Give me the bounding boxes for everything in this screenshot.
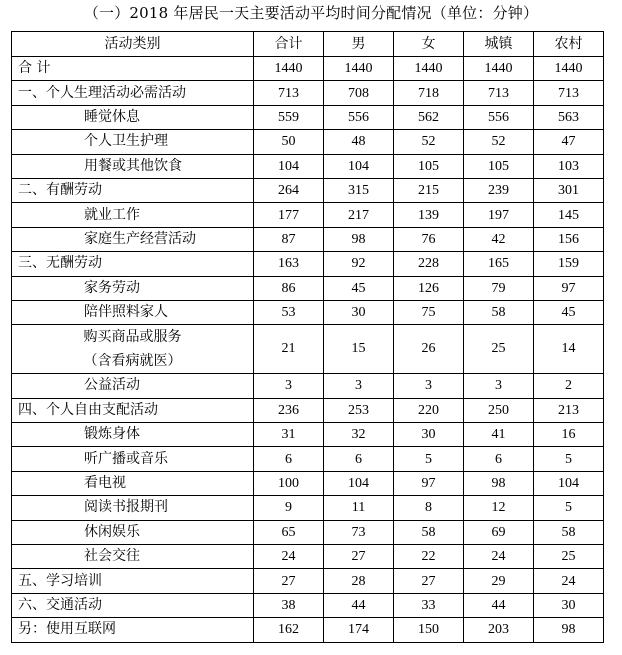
cell-male: 556 — [324, 105, 394, 129]
cell-rural: 563 — [534, 105, 604, 129]
table-row — [12, 520, 604, 544]
cell-male: 253 — [324, 398, 394, 422]
cell-rural: 16 — [534, 423, 604, 447]
table-row — [12, 423, 604, 447]
cell-female: 1440 — [394, 57, 464, 81]
cell-female: 58 — [394, 520, 464, 544]
header-activity-category: 活动类别 — [12, 32, 254, 57]
cell-male: 217 — [324, 203, 394, 227]
cell-urban: 52 — [464, 130, 534, 154]
cell-male: 48 — [324, 130, 394, 154]
row-label: 六、交通活动 — [12, 593, 254, 617]
table-row — [12, 154, 604, 178]
cell-male: 3 — [324, 374, 394, 398]
cell-female: 5 — [394, 447, 464, 471]
cell-female: 562 — [394, 105, 464, 129]
cell-rural: 2 — [534, 374, 604, 398]
cell-male: 27 — [324, 545, 394, 569]
cell-male: 98 — [324, 227, 394, 251]
cell-total: 31 — [254, 423, 324, 447]
cell-urban: 250 — [464, 398, 534, 422]
cell-total: 713 — [254, 81, 324, 105]
row-label: 一、个人生理活动必需活动 — [12, 81, 254, 105]
cell-male: 30 — [324, 300, 394, 324]
cell-total: 27 — [254, 569, 324, 593]
table-row — [12, 447, 604, 471]
header-total: 合计 — [254, 32, 324, 57]
cell-male: 174 — [324, 618, 394, 642]
table-row — [12, 227, 604, 251]
table-row — [12, 569, 604, 593]
cell-total: 1440 — [254, 57, 324, 81]
table-row — [12, 471, 604, 495]
cell-urban: 105 — [464, 154, 534, 178]
cell-female: 76 — [394, 227, 464, 251]
row-label: 合 计 — [12, 57, 254, 81]
table-row — [12, 81, 604, 105]
cell-urban: 197 — [464, 203, 534, 227]
cell-female: 8 — [394, 496, 464, 520]
activity-time-table — [11, 31, 604, 643]
cell-male: 708 — [324, 81, 394, 105]
cell-female: 220 — [394, 398, 464, 422]
cell-rural: 24 — [534, 569, 604, 593]
cell-male: 104 — [324, 154, 394, 178]
cell-total: 38 — [254, 593, 324, 617]
row-label: 公益活动 — [12, 374, 254, 398]
cell-female: 126 — [394, 276, 464, 300]
cell-female: 97 — [394, 471, 464, 495]
cell-female: 139 — [394, 203, 464, 227]
cell-female: 215 — [394, 178, 464, 202]
cell-female: 52 — [394, 130, 464, 154]
cell-total: 65 — [254, 520, 324, 544]
cell-female: 228 — [394, 252, 464, 276]
table-row — [12, 545, 604, 569]
table-row — [12, 618, 604, 642]
header-row — [12, 32, 604, 57]
cell-male: 45 — [324, 276, 394, 300]
table-row — [12, 178, 604, 202]
cell-male: 73 — [324, 520, 394, 544]
cell-urban: 98 — [464, 471, 534, 495]
cell-female: 22 — [394, 545, 464, 569]
cell-rural: 103 — [534, 154, 604, 178]
cell-urban: 69 — [464, 520, 534, 544]
cell-rural: 156 — [534, 227, 604, 251]
cell-urban: 203 — [464, 618, 534, 642]
cell-rural: 713 — [534, 81, 604, 105]
cell-male: 32 — [324, 423, 394, 447]
table-row — [12, 325, 604, 374]
cell-urban: 12 — [464, 496, 534, 520]
cell-rural: 301 — [534, 178, 604, 202]
row-label: 阅读书报期刊 — [12, 496, 254, 520]
table-row — [12, 398, 604, 422]
table-row — [12, 496, 604, 520]
cell-total: 3 — [254, 374, 324, 398]
row-label: 锻炼身体 — [12, 423, 254, 447]
row-label: 睡觉休息 — [12, 105, 254, 129]
cell-total: 86 — [254, 276, 324, 300]
cell-rural: 5 — [534, 496, 604, 520]
header-female: 女 — [394, 32, 464, 57]
cell-total: 53 — [254, 300, 324, 324]
cell-rural: 14 — [534, 325, 604, 374]
row-label: 就业工作 — [12, 203, 254, 227]
table-row — [12, 57, 604, 81]
cell-total: 264 — [254, 178, 324, 202]
cell-urban: 79 — [464, 276, 534, 300]
cell-total: 9 — [254, 496, 324, 520]
cell-male: 104 — [324, 471, 394, 495]
row-label: 二、有酬劳动 — [12, 178, 254, 202]
row-label: 四、个人自由支配活动 — [12, 398, 254, 422]
cell-urban: 25 — [464, 325, 534, 374]
cell-female: 27 — [394, 569, 464, 593]
cell-urban: 713 — [464, 81, 534, 105]
cell-male: 1440 — [324, 57, 394, 81]
cell-urban: 1440 — [464, 57, 534, 81]
row-label-line1: 购买商品或服务 — [83, 329, 182, 346]
cell-total: 6 — [254, 447, 324, 471]
cell-rural: 47 — [534, 130, 604, 154]
cell-rural: 30 — [534, 593, 604, 617]
cell-female: 75 — [394, 300, 464, 324]
row-label: 陪伴照料家人 — [12, 300, 254, 324]
cell-female: 30 — [394, 423, 464, 447]
cell-rural: 104 — [534, 471, 604, 495]
header-male: 男 — [324, 32, 394, 57]
row-label: 听广播或音乐 — [12, 447, 254, 471]
cell-urban: 29 — [464, 569, 534, 593]
row-label: 休闲娱乐 — [12, 520, 254, 544]
cell-urban: 44 — [464, 593, 534, 617]
cell-total: 100 — [254, 471, 324, 495]
cell-male: 15 — [324, 325, 394, 374]
cell-total: 104 — [254, 154, 324, 178]
table-row — [12, 276, 604, 300]
cell-female: 3 — [394, 374, 464, 398]
cell-total: 87 — [254, 227, 324, 251]
table-title: （一）2018 年居民一天主要活动平均时间分配情况（单位：分钟） — [83, 4, 539, 22]
cell-rural: 213 — [534, 398, 604, 422]
cell-total: 177 — [254, 203, 324, 227]
cell-total: 163 — [254, 252, 324, 276]
cell-urban: 3 — [464, 374, 534, 398]
cell-total: 50 — [254, 130, 324, 154]
row-label: 用餐或其他饮食 — [12, 154, 254, 178]
cell-female: 26 — [394, 325, 464, 374]
cell-male: 6 — [324, 447, 394, 471]
cell-rural: 5 — [534, 447, 604, 471]
cell-female: 33 — [394, 593, 464, 617]
cell-urban: 42 — [464, 227, 534, 251]
cell-total: 559 — [254, 105, 324, 129]
row-label: 另：使用互联网 — [12, 618, 254, 642]
cell-rural: 98 — [534, 618, 604, 642]
cell-urban: 239 — [464, 178, 534, 202]
table-row — [12, 203, 604, 227]
table-row — [12, 300, 604, 324]
header-rural: 农村 — [534, 32, 604, 57]
table-row — [12, 130, 604, 154]
row-label: 家务劳动 — [12, 276, 254, 300]
cell-urban: 165 — [464, 252, 534, 276]
row-label-line2: （含看病就医） — [83, 353, 182, 370]
cell-urban: 6 — [464, 447, 534, 471]
cell-male: 92 — [324, 252, 394, 276]
cell-rural: 25 — [534, 545, 604, 569]
cell-urban: 41 — [464, 423, 534, 447]
cell-male: 11 — [324, 496, 394, 520]
cell-female: 718 — [394, 81, 464, 105]
header-urban: 城镇 — [464, 32, 534, 57]
cell-female: 150 — [394, 618, 464, 642]
cell-rural: 159 — [534, 252, 604, 276]
cell-male: 315 — [324, 178, 394, 202]
cell-rural: 45 — [534, 300, 604, 324]
cell-total: 162 — [254, 618, 324, 642]
cell-rural: 58 — [534, 520, 604, 544]
cell-urban: 556 — [464, 105, 534, 129]
cell-rural: 145 — [534, 203, 604, 227]
table-row — [12, 105, 604, 129]
row-label: 三、无酬劳动 — [12, 252, 254, 276]
cell-male: 44 — [324, 593, 394, 617]
cell-rural: 1440 — [534, 57, 604, 81]
cell-total: 236 — [254, 398, 324, 422]
cell-rural: 97 — [534, 276, 604, 300]
row-label — [12, 325, 254, 374]
row-label: 看电视 — [12, 471, 254, 495]
table-row — [12, 252, 604, 276]
row-label: 个人卫生护理 — [12, 130, 254, 154]
table-row — [12, 593, 604, 617]
cell-urban: 24 — [464, 545, 534, 569]
cell-total: 21 — [254, 325, 324, 374]
row-label: 五、学习培训 — [12, 569, 254, 593]
row-label: 家庭生产经营活动 — [12, 227, 254, 251]
table-row — [12, 374, 604, 398]
cell-urban: 58 — [464, 300, 534, 324]
cell-male: 28 — [324, 569, 394, 593]
cell-female: 105 — [394, 154, 464, 178]
cell-total: 24 — [254, 545, 324, 569]
row-label: 社会交往 — [12, 545, 254, 569]
